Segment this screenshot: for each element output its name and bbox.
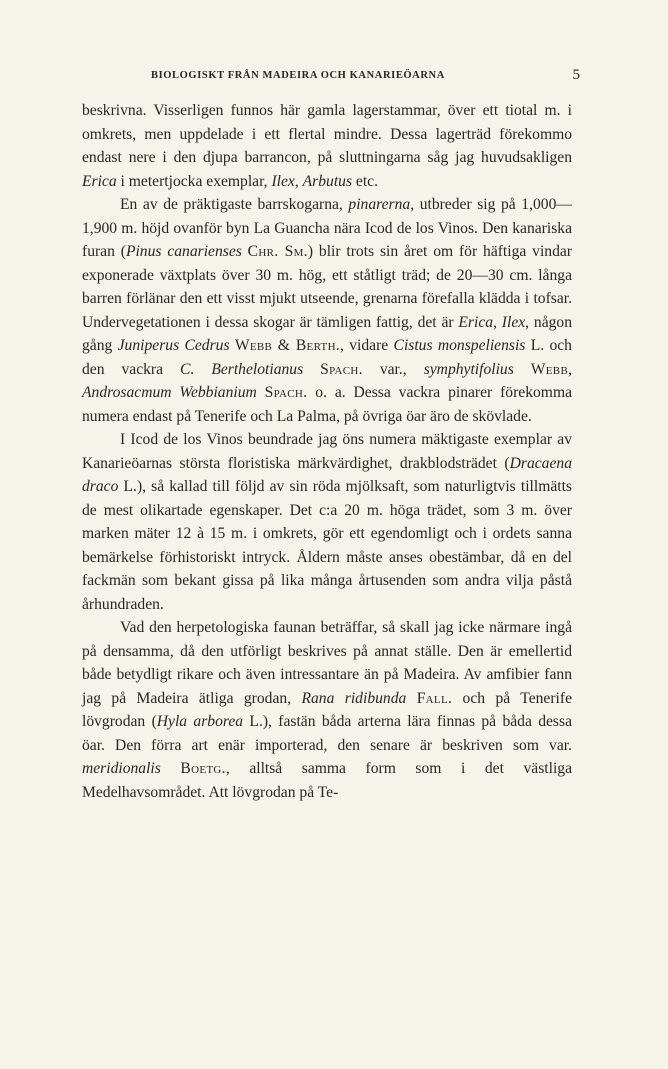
taxon-name: Arbutus (302, 172, 353, 190)
taxon-name: Ilex (271, 172, 295, 190)
taxon-name: symphytifolius (423, 360, 514, 378)
body-text (82, 99, 572, 804)
taxon-name: Erica (458, 313, 494, 331)
author-abbrev: Webb (530, 360, 569, 378)
paragraph-1: beskrivna. Visserligen funnos här gamla lagerstammar, över ett tiotal m. i omkrets, men uppdelade i ett flertal mindre. Dessa lagerträd förekommo endast nere i den djupa barrancon, på sluttningarna såg jag huvudsakligen Erica i metertjocka exemplar, Ilex, Arbutus etc. (82, 102, 572, 190)
taxon-name: Erica (82, 172, 117, 190)
taxon-name: Androsacmum Webbianium (82, 384, 257, 401)
page-number: 5 (572, 67, 580, 83)
running-header (81, 67, 580, 86)
author-abbrev: Boetg. (180, 760, 226, 777)
author-abbrev: Chr. Sm. (247, 243, 308, 260)
author-abbrev: Webb & Berth. (234, 337, 341, 354)
author-abbrev: Spach. (320, 360, 363, 378)
running-title: BIOLOGISKT FRÅN MADEIRA OCH KANARIEÖARNA (151, 70, 445, 81)
paragraph-2: En av de präktigaste barrskogarna, pinarerna, utbreder sig på 1,000—1,900 m. höjd ovanför byn La Guancha nära Icod de los Vinos. Den kanariska furan (Pinus canarienses Chr. Sm.) blir trots sin året om för häftiga vindar exponerade växtplats över 30 m. hög, ett ståtligt träd; de 20—30 cm. långa barren förlänar den ett visst mjukt utseende, grenarna förefalla klädda i tofsar. Undervegetationen i dessa skogar är tämligen fattig, det är Erica, Ilex, någon gång Juniperus Cedrus Webb & Berth., vidare Cistus monspeliensis L. och den vackra C. Berthelotianus Spach. var., symphytifolius Webb, Androsacmum Webbianium Spach. o. a. Dessa vackra pinarer förekomma numera endast på Tenerife och La Palma, på övriga öar äro de skövlade. (82, 196, 573, 425)
paragraph-4: Vad den herpetologiska faunan beträffar, så skall jag icke närmare ingå på densamma, då den utförligt beskrives på annat ställe. Den är emellertid både betydligt rikare och även intressantare än på Madeira. Av amfibier fann jag på Madeira ätliga grodan, Rana ridibunda Fall. och på Tenerife lövgrodan (Hyla arborea L.), fastän båda arterna lära finnas på båda dessa öar. Den förra art enär importerad, den senare är beskriven som var. meridionalis Boetg., alltså samma form som i det västliga Medelhavsområdet. Att lövgrodan på Te- (82, 619, 572, 801)
emphasis: pinarerna (348, 196, 411, 213)
taxon-name: Rana ridibunda (301, 689, 407, 707)
taxon-name: Ilex (501, 313, 526, 331)
taxon-name: Hyla arborea (156, 713, 244, 730)
taxon-name: Pinus canarienses (125, 243, 242, 260)
taxon-name: Cistus monspeliensis (393, 337, 526, 354)
author-abbrev: Spach. (264, 384, 308, 401)
taxon-name: C. Berthelotianus (180, 360, 304, 378)
taxon-name: meridionalis (82, 760, 161, 777)
paragraph-3: I Icod de los Vinos beundrade jag öns numera mäktigaste exemplar av Kanarieöarnas största floristiska märkvärdighet, drakblodsträdet (Dracaena draco L.), så kallad till följd av sin röda mjölksaft, som naturligtvis tillmätts de mest olikartade egenskaper. Det c:a 20 m. höga trädet, som 3 m. över marken mäter 12 à 15 m. i omkrets, gör ett egendomligt och i ordets sanna bemärkelse förhistoriskt intryck. Åldern måste anses obestämbar, då en del fackmän som bekant gissa på lika många årtusenden som andra vilja påstå århundraden. (82, 431, 572, 613)
author-abbrev: Fall. (416, 689, 453, 707)
taxon-name: Dracaena draco (82, 454, 572, 495)
taxon-name: Juniperus Cedrus (117, 337, 230, 354)
